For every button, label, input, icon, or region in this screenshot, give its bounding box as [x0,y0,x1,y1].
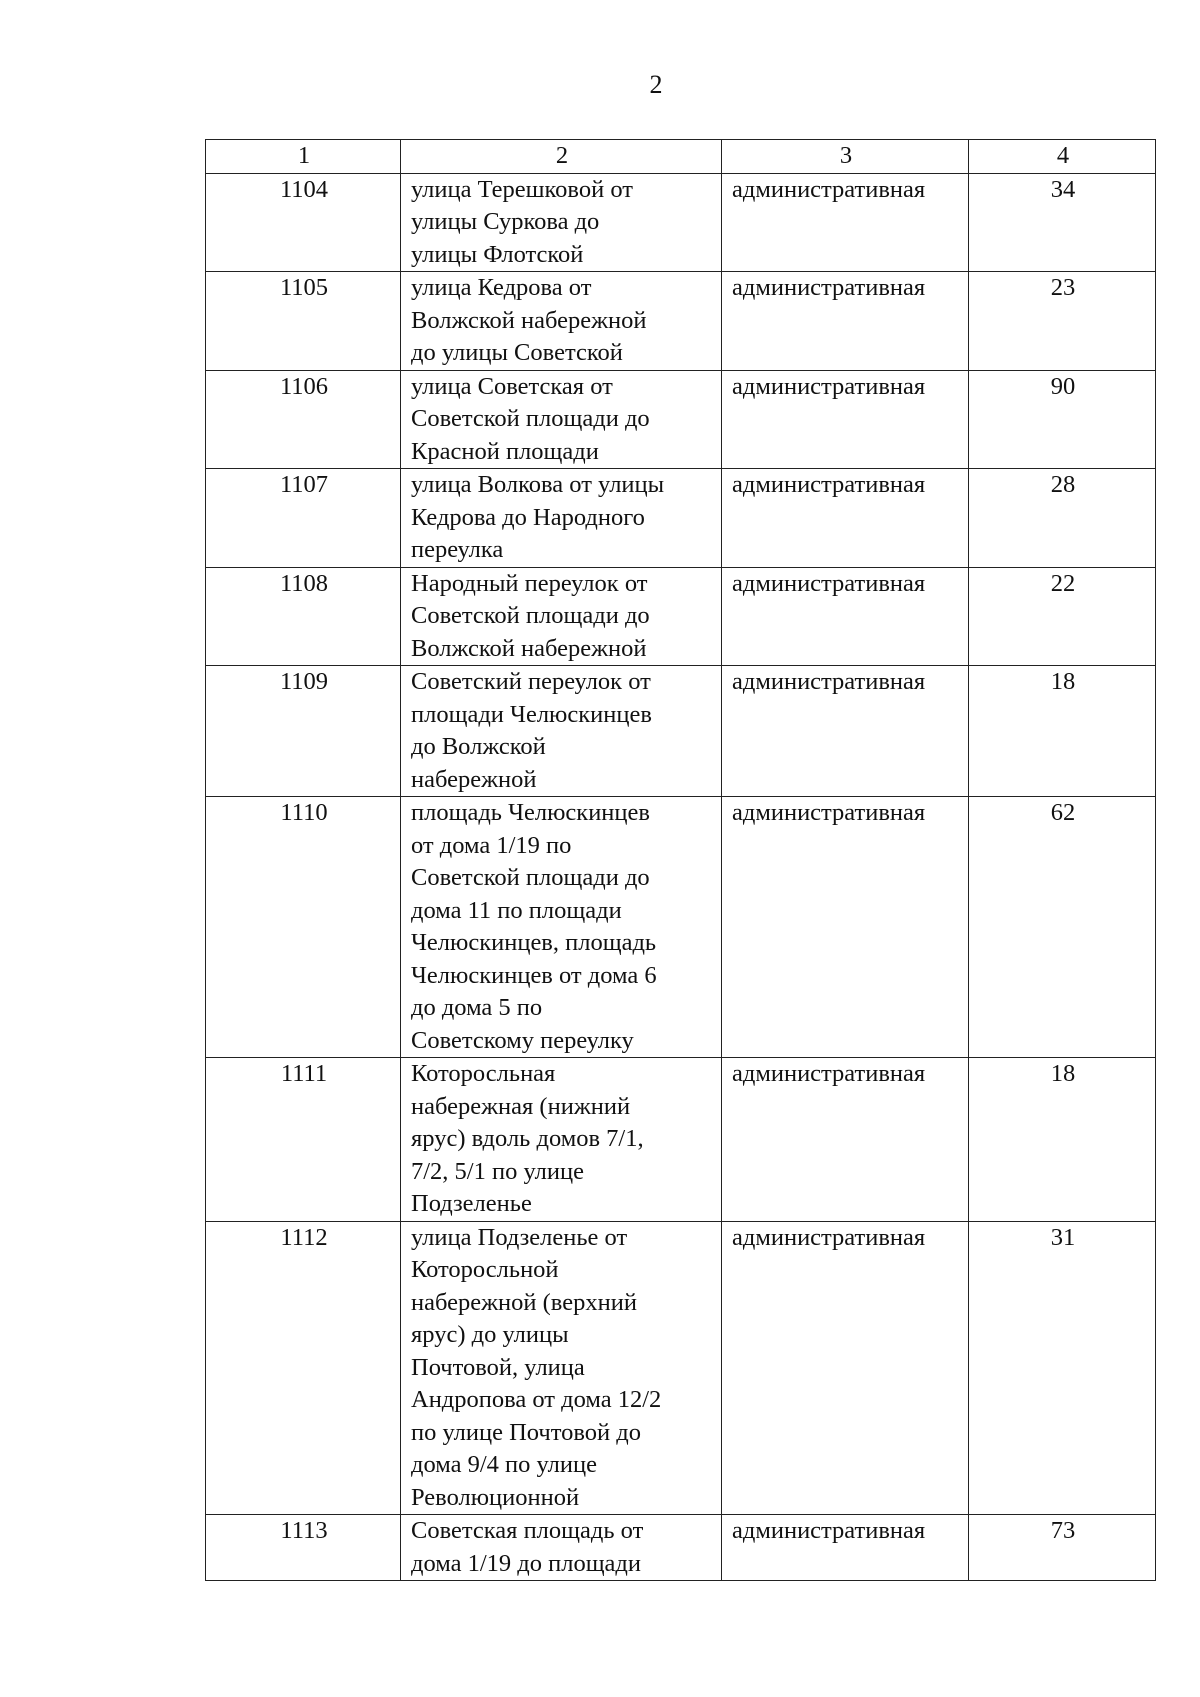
description-line: Советская площадь от [411,1517,644,1544]
description-cell [401,370,722,469]
column-header: 2 [401,140,722,174]
description-cell [401,666,722,797]
description-line: дома 11 по площади [411,896,622,924]
description-cell [401,469,722,568]
value-cell: 23 [969,272,1156,371]
description-line: площадь Челюскинцев [411,799,650,826]
description-line: Андропова от дома 12/2 [411,1386,662,1413]
description-line: улица Кедрова от [411,274,592,301]
description-line: Волжской набережной [411,634,647,662]
description-line: Советскому переулку [411,1026,634,1054]
description-line: набережной (верхний [411,1288,637,1316]
description-line: Советский переулок от [411,668,651,695]
row-number-cell: 1108 [206,567,401,666]
table-row [206,469,1156,568]
description-line: улица Волкова от улицы [411,471,665,498]
row-number-cell: 1105 [206,272,401,371]
description-line: Кедрова до Народного [411,503,645,531]
row-number-cell: 1113 [206,1515,401,1581]
type-cell: административная [722,469,969,568]
description-line: Красной площади [411,437,599,465]
description-cell [401,173,722,272]
document-table [205,139,1156,1581]
type-cell: административная [722,666,969,797]
value-cell: 90 [969,370,1156,469]
value-cell: 18 [969,1058,1156,1222]
row-number-cell: 1110 [206,797,401,1058]
table-row [206,1058,1156,1222]
table-row [206,370,1156,469]
row-number-cell: 1106 [206,370,401,469]
type-cell: административная [722,1515,969,1581]
type-cell: административная [722,1221,969,1515]
type-cell: административная [722,567,969,666]
table-row [206,1221,1156,1515]
row-number-cell: 1112 [206,1221,401,1515]
page-number: 2 [649,70,663,99]
description-cell [401,567,722,666]
description-line: по улице Почтовой до [411,1418,641,1446]
description-line: Подзеленье [411,1190,532,1217]
description-line: от дома 1/19 по [411,831,572,859]
description-line: Революционной [411,1483,580,1511]
description-line: улицы Флотской [411,240,584,268]
description-line: Народный переулок от [411,569,648,597]
description-line: ярус) до улицы [411,1321,569,1348]
description-line: набережная (нижний [411,1092,631,1120]
description-line: улицы Суркова до [411,208,600,235]
description-line: до Волжской [411,733,546,760]
table-row [206,173,1156,272]
description-line: до дома 5 по [411,994,543,1021]
value-cell: 73 [969,1515,1156,1581]
description-line: дома 1/19 до площади [411,1549,642,1577]
description-line: улица Терешковой от [411,175,633,203]
table-row [206,272,1156,371]
description-line: Волжской набережной [411,306,647,334]
description-line: 7/2, 5/1 по улице [411,1157,584,1185]
type-cell: административная [722,272,969,371]
table-row [206,567,1156,666]
value-cell: 31 [969,1221,1156,1515]
description-cell [401,272,722,371]
description-line: улица Советская от [411,372,613,400]
type-cell: административная [722,173,969,272]
description-line: дома 9/4 по улице [411,1451,597,1478]
description-line: Советской площади до [411,864,650,891]
type-cell: административная [722,1058,969,1222]
table-row [206,797,1156,1058]
row-number-cell: 1104 [206,173,401,272]
column-header: 3 [722,140,969,174]
type-cell: административная [722,797,969,1058]
table-header-row [206,140,1156,174]
value-cell: 22 [969,567,1156,666]
value-cell: 18 [969,666,1156,797]
value-cell: 62 [969,797,1156,1058]
description-line: Челюскинцев от дома 6 [411,961,657,989]
description-line: ярус) вдоль домов 7/1, [411,1125,644,1152]
description-line: площади Челюскинцев [411,700,652,728]
description-line: Почтовой, улица [411,1353,585,1381]
value-cell: 34 [969,173,1156,272]
table-row [206,666,1156,797]
description-cell [401,1058,722,1222]
table-row [206,1515,1156,1581]
description-line: переулка [411,536,504,563]
row-number-cell: 1109 [206,666,401,797]
row-number-cell: 1111 [206,1058,401,1222]
description-line: улица Подзеленье от [411,1223,628,1251]
description-line: Челюскинцев, площадь [411,929,657,956]
description-line: Которосльной [411,1256,559,1283]
value-cell: 28 [969,469,1156,568]
description-line: до улицы Советской [411,339,623,366]
type-cell: административная [722,370,969,469]
description-line: Которосльная [411,1060,556,1087]
description-line: Советской площади до [411,405,650,432]
description-line: Советской площади до [411,602,650,629]
description-cell [401,1221,722,1515]
description-cell [401,797,722,1058]
column-header: 1 [206,140,401,174]
row-number-cell: 1107 [206,469,401,568]
column-header: 4 [969,140,1156,174]
description-line: набережной [411,765,537,793]
description-cell [401,1515,722,1581]
